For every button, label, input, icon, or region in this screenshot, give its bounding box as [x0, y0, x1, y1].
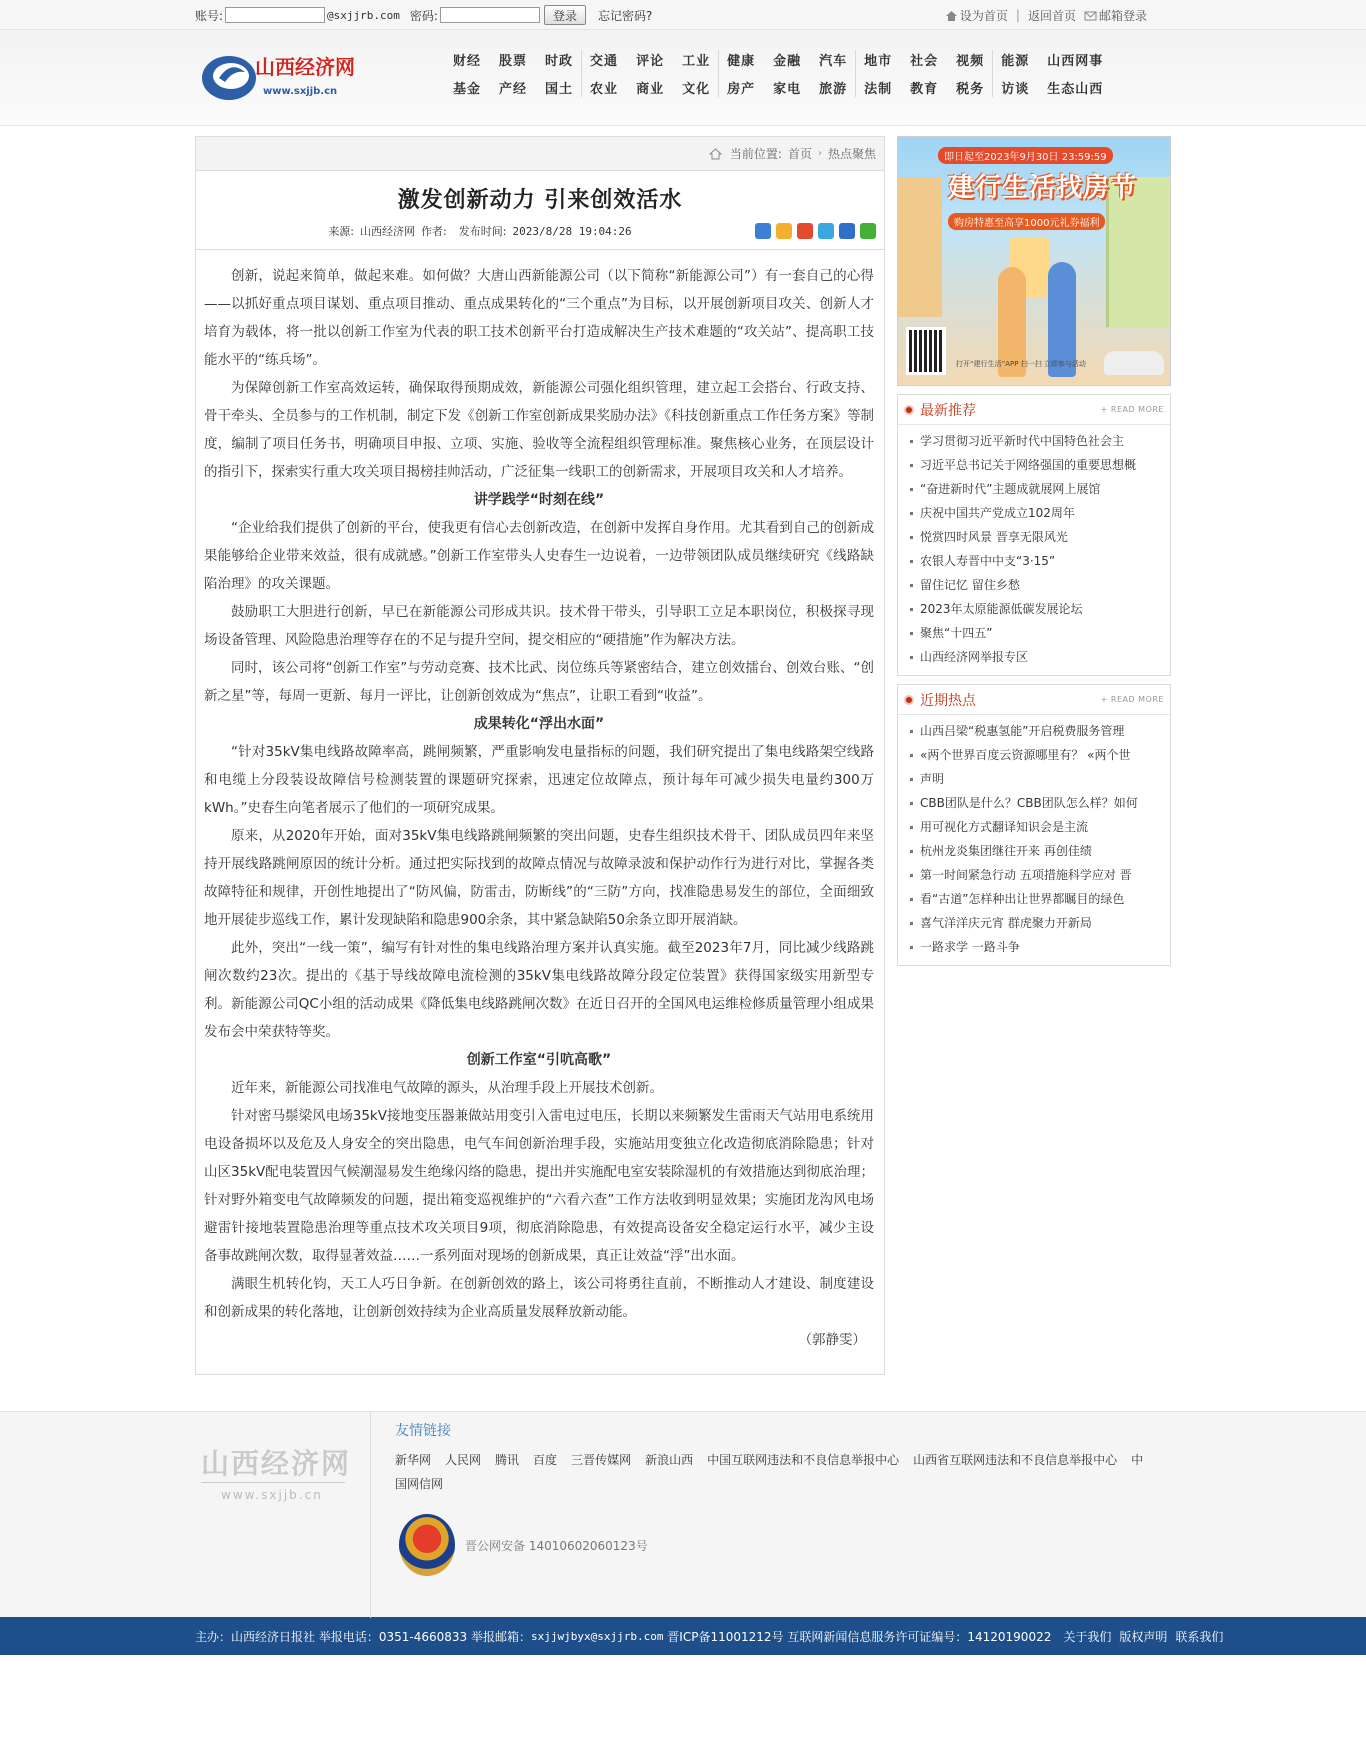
- list-item[interactable]: CBB团队是什么？CBB团队怎么样？如何: [910, 791, 1164, 815]
- police-record: [399, 1514, 1151, 1576]
- breadcrumb-label: 当前位置:: [729, 147, 782, 161]
- car-illustration: [1104, 351, 1164, 375]
- article-title: 激发创新动力 引来创效活水: [397, 187, 683, 213]
- friend-link[interactable]: 中国网信网: [395, 1453, 1144, 1491]
- report-email-label: 举报邮箱：: [471, 1629, 532, 1644]
- article-paragraph: “企业给我们提供了创新的平台，使我更有信心去创新改造，在创新中发挥自身作用。尤其看到自己的创新成果能够给企业带来效益，很有成就感。”创新工作室带头人史春生一边说着，一边带领团队成员继续研究《线路缺陷治理》的攻关课题。: [204, 520, 874, 592]
- article-paragraph: 鼓励职工大胆进行创新，早已在新能源公司形成共识。技术骨干带头，引导职工立足本职岗位，积极探寻现场设备管理、风险隐患治理等存在的不足与提升空间，提交相应的“硬措施”作为解决方法。: [204, 604, 874, 648]
- friend-link[interactable]: 山西省互联网违法和不良信息举报中心: [913, 1453, 1118, 1467]
- list-item[interactable]: 学习贯彻习近平新时代中国特色社会主: [910, 429, 1164, 453]
- list-item[interactable]: 山西经济网举报专区: [910, 645, 1164, 669]
- nav-link[interactable]: 访谈: [1001, 82, 1030, 97]
- list-item[interactable]: 喜气洋洋庆元宵 群虎聚力开新局: [910, 911, 1164, 935]
- friend-link[interactable]: 人民网: [445, 1453, 482, 1467]
- hot-list: [898, 715, 1170, 965]
- nav-link[interactable]: 房产: [727, 82, 756, 97]
- nav-group: [993, 50, 1111, 97]
- nav-link[interactable]: 法制: [864, 82, 893, 97]
- article-meta: [196, 219, 884, 243]
- hot-title: 近期热点: [920, 692, 976, 709]
- list-item[interactable]: 看“古道”怎样种出让世界都瞩目的绿色: [910, 887, 1164, 911]
- article-panel: [195, 136, 885, 1375]
- share-weibo-icon[interactable]: [797, 223, 813, 239]
- recommend-box: [897, 394, 1171, 676]
- host-text: 主办：山西经济日报社: [195, 1629, 316, 1644]
- source-value: 山西经济网: [360, 225, 416, 238]
- article-paragraph: 原来，从2020年开始，面对35kV集电线路跳闸频繁的突出问题，史春生组织技术骨干、团队成员四年来坚持开展线路跳闸原因的统计分析。通过把实际找到的故障点情况与故障录波和保护动作行为进行对比，掌握各类故障特征和规律，开创性地提出了“防风偏，防雷击，防断线”的“三防”方向，找准隐患易发生的部位，全面细致地开展徒步巡线工作，累计发现缺陷和隐患900余条，其中紧急缺陷50余条立即开展消缺。: [204, 828, 874, 928]
- nav-link[interactable]: 国土: [545, 82, 574, 97]
- article-signature: （郭静雯）: [798, 1332, 866, 1348]
- contact-link[interactable]: 联系我们: [1175, 1629, 1224, 1644]
- nav-link[interactable]: 健康: [727, 54, 756, 69]
- nav-link[interactable]: 视频: [956, 54, 985, 69]
- nav-link[interactable]: 生态山西: [1047, 82, 1104, 97]
- site-header: [0, 30, 1366, 126]
- icp-number[interactable]: 晋ICP备11001212号: [667, 1629, 784, 1644]
- main-nav: [445, 50, 1111, 97]
- nav-link[interactable]: 旅游: [819, 82, 848, 97]
- article-paragraph: 近年来，新能源公司找准电气故障的源头，从治理手段上开展技术创新。: [231, 1080, 663, 1096]
- footer-logo-text: 山西经济网: [201, 1447, 352, 1480]
- recommend-title: 最新推荐: [920, 402, 976, 419]
- mail-icon: [1084, 10, 1097, 22]
- article-paragraph: 此外，突出“一线一策”，编写有针对性的集电线路治理方案并认真实施。截至2023年7月，同比减少线路跳闸次数约23次。提出的《基于导线故障电流检测的35kV集电线路故障分段定位装置》获得国家级实用新型专利。新能源公司QC小组的活动成果《降低集电线路跳闸次数》在近日召开的全国风电运维检修质量管理小组成果发布会中荣获特等奖。: [204, 940, 874, 1040]
- nav-link[interactable]: 地市: [864, 54, 893, 69]
- list-item[interactable]: 杭州龙炎集团继往开来 再创佳绩: [910, 839, 1164, 863]
- ad-date: 即日起至2023年9月30日 23:59:59: [938, 147, 1113, 164]
- top-login-bar: [0, 0, 1366, 30]
- ad-banner[interactable]: [897, 136, 1171, 386]
- section-heading: 讲学践学“时刻在线”: [473, 492, 605, 508]
- list-item[interactable]: 聚焦“十四五”: [910, 621, 1164, 645]
- logo-url: www.sxjjb.cn: [263, 86, 338, 97]
- list-item[interactable]: «两个世界百度云资源哪里有？ «两个世: [910, 743, 1164, 767]
- breadcrumb-current[interactable]: 热点聚焦: [827, 147, 876, 161]
- list-item[interactable]: 山西吕梁“税惠氢能”开启税费服务管理: [910, 719, 1164, 743]
- bottom-bar: [0, 1617, 1366, 1655]
- article-paragraph: 同时，该公司将“创新工作室”与劳动竞赛、技术比武、岗位练兵等紧密结合，建立创效擂台、创效台账、“创新之星”等，每周一更新、每月一评比，让创新创效成为“焦点”，让职工看到“收益”。: [204, 660, 874, 704]
- source-label: 来源:: [328, 225, 355, 238]
- footer-logo-url: www.sxjjb.cn: [221, 1488, 323, 1502]
- bullet-icon: [904, 695, 914, 705]
- password-input[interactable]: [440, 7, 540, 23]
- sidebar: [897, 136, 1171, 1375]
- report-email[interactable]: sxjjwjbyx@sxjjrb.com: [531, 1629, 664, 1643]
- forgot-password-link[interactable]: 忘记密码?: [597, 8, 653, 23]
- set-home-link[interactable]: 设为首页: [945, 7, 1008, 24]
- friend-link[interactable]: 三晋传媒网: [571, 1453, 632, 1467]
- share-renren-icon[interactable]: [839, 223, 855, 239]
- list-item[interactable]: “奋进新时代”主题成就展网上展馆: [910, 477, 1164, 501]
- time-label: 发布时间:: [458, 225, 507, 238]
- list-item[interactable]: 第一时间紧急行动 五项措施科学应对 晋: [910, 863, 1164, 887]
- nav-link[interactable]: 交通: [590, 54, 619, 69]
- nav-group: [582, 50, 719, 97]
- ad-headline: 建行生活找房节: [948, 173, 1138, 203]
- list-item[interactable]: 2023年太原能源低碳发展论坛: [910, 597, 1164, 621]
- nav-link[interactable]: 农业: [590, 82, 619, 97]
- logo-title: 山西经济网: [255, 55, 355, 79]
- account-input[interactable]: [225, 7, 325, 23]
- qr-code-icon: [906, 327, 946, 375]
- breadcrumb-home[interactable]: 首页: [787, 147, 812, 161]
- friend-link[interactable]: 百度: [533, 1453, 558, 1467]
- share-more-icon[interactable]: [755, 223, 771, 239]
- list-item[interactable]: 悦赏四时风景 晋享无限风光: [910, 525, 1164, 549]
- home-icon: [945, 10, 958, 22]
- friend-link[interactable]: 腾讯: [495, 1453, 520, 1467]
- list-item[interactable]: 留住记忆 留住乡愁: [910, 573, 1164, 597]
- share-buttons: [755, 223, 876, 239]
- recommend-list: [898, 425, 1170, 675]
- copyright-link[interactable]: 版权声明: [1119, 1629, 1168, 1644]
- home-icon: [709, 148, 722, 160]
- article-paragraph: “针对35kV集电线路故障率高，跳闸频繁，严重影响发电量指标的问题，我们研究提出了集电线路架空线路和电缆上分段装设故障信号检测装置的课题研究探索，迅速定位故障点，预计每年可减少损失电量约300万kWh。”史春生向笔者展示了他们的一项研究成果。: [204, 744, 874, 816]
- ad-subtext: 购房特惠至高享1000元礼券福利: [948, 213, 1105, 230]
- friend-link[interactable]: 新浪山西: [645, 1453, 694, 1467]
- article-paragraph: 为保障创新工作室高效运转，确保取得预期成效，新能源公司强化组织管理，建立起工会搭台、行政支持、骨干牵头、全员参与的工作机制，制定下发《创新工作室创新成果奖励办法》《科技创新重点工作任务方案》等制度，编制了项目任务书，明确项目申报、立项、实施、验收等全流程组织管理标准。聚焦核心业务，在顶层设计的指引下，探索实行重大攻关项目揭榜挂帅活动，广泛征集一线职工的创新需求，开展项目攻关和人才培养。: [204, 380, 874, 480]
- footer-logo: [195, 1412, 371, 1618]
- list-item[interactable]: 农银人寿晋中中支“3·15”: [910, 549, 1164, 573]
- nav-group: [856, 50, 993, 97]
- nav-link[interactable]: 时政: [545, 54, 574, 69]
- nav-link[interactable]: 基金: [453, 82, 482, 97]
- email-suffix: @sxjjrb.com: [327, 8, 400, 22]
- back-home-link[interactable]: 返回首页: [1027, 8, 1076, 23]
- police-badge-icon: [399, 1514, 455, 1576]
- nav-link[interactable]: 股票: [499, 54, 528, 69]
- news-license: 互联网新闻信息服务许可证编号：14120190022: [787, 1629, 1052, 1644]
- list-item[interactable]: 一路求学 一路斗争: [910, 935, 1164, 959]
- section-heading: 成果转化“浮出水面”: [473, 716, 605, 732]
- list-item[interactable]: 庆祝中国共产党成立102周年: [910, 501, 1164, 525]
- nav-link[interactable]: 家电: [773, 82, 802, 97]
- nav-link[interactable]: 税务: [956, 82, 985, 97]
- article-body: [196, 250, 884, 1374]
- about-link[interactable]: 关于我们: [1063, 1629, 1112, 1644]
- site-logo[interactable]: [201, 48, 361, 104]
- chevron-right-icon: ›: [817, 148, 822, 159]
- article-paragraph: 针对密马鬃梁风电场35kV接地变压器兼做站用变引入雷电过电压，长期以来频繁发生雷雨天气站用电系统用电设备损坏以及危及人身安全的突出隐患，电气车间创新治理手段，实施站用变独立化改造彻底消除隐患；针对山区35kV配电装置因气候潮湿易发生绝缘闪络的隐患，提出并实施配电室安装除湿机的有效措施达到彻底治理；针对野外箱变电气故障频发的问题，提出箱变巡视维护的“六看六查”工作方法收到明显效果；实施团龙沟风电场避雷针接地装置隐患治理等重点技术攻关项目9项，彻底消除隐患，有效提高设备安全稳定运行水平，减少主设备事故跳闸次数，取得显著效益……一系列面对现场的创新成果，真正让效益“浮”出水面。: [204, 1108, 874, 1264]
- account-label: 账号:: [195, 8, 224, 23]
- nav-link[interactable]: 财经: [453, 54, 482, 69]
- list-item[interactable]: 用可视化方式翻译知识会是主流: [910, 815, 1164, 839]
- section-heading: 创新工作室“引吭高歌”: [466, 1052, 612, 1068]
- friend-links-title: 友情链接: [395, 1423, 451, 1439]
- share-qzone-icon[interactable]: [776, 223, 792, 239]
- nav-link[interactable]: 能源: [1001, 54, 1030, 69]
- friend-links-footer: [0, 1411, 1366, 1617]
- login-button[interactable]: 登录: [544, 5, 586, 25]
- article-paragraph: 满眼生机转化钧，天工人巧日争新。在创新创效的路上，该公司将勇往直前，不断推动人才建设、制度建设和创新成果的转化落地，让创新创效持续为企业高质量发展释放新动能。: [204, 1276, 874, 1320]
- nav-link[interactable]: 评论: [636, 54, 665, 69]
- publish-time: 2023/8/28 19:04:26: [512, 224, 632, 238]
- nav-link[interactable]: 社会: [910, 54, 939, 69]
- nav-link[interactable]: 商业: [636, 82, 665, 97]
- friend-link[interactable]: 中国互联网违法和不良信息举报中心: [707, 1453, 900, 1467]
- top-right-links: 设为首页 | 返回首页 邮箱登录: [945, 0, 1147, 30]
- hot-more-link[interactable]: + READ MORE: [1100, 695, 1164, 704]
- nav-link[interactable]: 工业: [682, 54, 711, 69]
- nav-link[interactable]: 山西网事: [1047, 54, 1104, 69]
- friend-link[interactable]: 新华网: [395, 1453, 432, 1467]
- password-label: 密码:: [409, 8, 438, 23]
- share-wechat-icon[interactable]: [860, 223, 876, 239]
- nav-link[interactable]: 教育: [910, 82, 939, 97]
- article-paragraph: 创新，说起来简单，做起来难。如何做？大唐山西新能源公司（以下简称“新能源公司”）有一套自己的心得——以抓好重点项目谋划、重点项目推动、重点成果转化的“三个重点”为目标，以开展创新项目攻关、创新人才培育为载体，将一批以创新工作室为代表的职工技术创新平台打造成解决生产技术难题的“攻关站”、提高职工技能水平的“练兵场”。: [204, 268, 874, 368]
- nav-link[interactable]: 文化: [682, 82, 711, 97]
- nav-link[interactable]: 金融: [773, 54, 802, 69]
- nav-group: [719, 50, 856, 97]
- list-item[interactable]: 习近平总书记关于网络强国的重要思想概: [910, 453, 1164, 477]
- mail-login-link[interactable]: 邮箱登录: [1084, 7, 1147, 24]
- nav-group: [445, 50, 582, 97]
- nav-link[interactable]: 产经: [499, 82, 528, 97]
- ad-tip: 打开“建行生活”APP 扫一扫 立即参与活动: [956, 360, 1086, 368]
- report-phone: 举报电话：0351-4660833: [318, 1629, 468, 1644]
- friend-links-list: [395, 1448, 1151, 1496]
- share-tencent-icon[interactable]: [818, 223, 834, 239]
- recommend-more-link[interactable]: + READ MORE: [1100, 405, 1164, 414]
- list-item[interactable]: 声明: [910, 767, 1164, 791]
- author-label: 作者:: [421, 225, 447, 238]
- breadcrumb: [196, 137, 884, 171]
- bullet-icon: [904, 405, 914, 415]
- hot-box: [897, 684, 1171, 966]
- nav-link[interactable]: 汽车: [819, 54, 848, 69]
- police-record-text[interactable]: 晋公网安备 14010602060123号: [465, 1538, 648, 1553]
